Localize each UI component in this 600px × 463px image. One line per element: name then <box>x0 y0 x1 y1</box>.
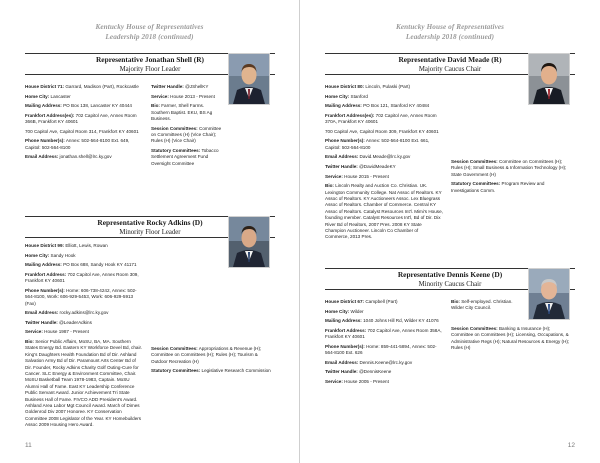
bio-column <box>451 299 523 315</box>
header-line-2: Leadership 2018 (continued) <box>405 33 495 41</box>
header-line-1: Kentucky House of Representatives <box>95 23 204 31</box>
service-row: Service: House 2013 - Present <box>151 93 215 99</box>
page-header <box>0 22 299 42</box>
district-row: House District 99: Elliott, Lewis, Rowan <box>25 243 108 248</box>
session-committees-row: Session Committees: Committee on Committees (H) (Vice Chair); Rules (H) (Vice Chair) <box>151 125 222 144</box>
contact-column <box>325 84 443 244</box>
district-row: House District 80: Lincoln, Pulaski (Part) <box>325 84 411 89</box>
email-row: Email Address: jonathan.shell@lrc.ky.gov <box>25 154 112 160</box>
service-row: Service: House 2005 - Present <box>325 378 389 384</box>
representative-name: Representative Rocky Adkins (D) <box>97 218 203 227</box>
service-row: Service: House 2015 - Present <box>325 173 389 179</box>
session-committees-row: Session Committees: Banking & Insurance (H); Committee on Committees (H); Licensing, Occupations, & Administrative Regs (H); Natural Resources & Energy (H); Rules (H) <box>451 326 570 351</box>
representative-name: Representative Jonathan Shell (R) <box>95 55 205 64</box>
bio-row: Bio: Self-employed. Christian. Wilder City Council. <box>451 299 513 311</box>
email-row: Email Address: Dennis.Keene@lrc.ky.gov <box>325 359 413 365</box>
home-city-row: Home City: Wilder <box>325 308 364 314</box>
profile-card-meade <box>325 53 575 240</box>
session-committees-row: Session Committees: Committee on Committees (H); Rules (H); Small Business & Information Technology (H); State Government (H) <box>451 159 567 177</box>
frankfort-address-row: Frankfort Address: 702 Capitol Ave, Annex Room 358A, Frankfort KY 40601 <box>325 327 442 340</box>
twitter-row: Twitter Handle: @LeaderAdkins <box>25 319 92 325</box>
home-city-row: Home City: Lancaster <box>25 93 71 99</box>
header-line-1: Kentucky House of Representatives <box>395 23 505 31</box>
capitol-address-row: 700 Capitol Ave, Capitol Room 314, Frankfort KY 40601 <box>25 128 139 134</box>
phone-row: Phone Number(s): Home: 859-441-5894, Annex: 502-564-8100 Ext. 626 <box>325 343 437 356</box>
mailing-address-row: Mailing Address: PO Box 688, Sandy Hook KY 41171 <box>25 262 137 268</box>
statutory-committees-row: Statutory Committees: Program Review and Investigations Comm. <box>451 181 545 193</box>
session-committees-row: Session Committees: Appropriations & Revenue (H); Committee on Committees (H); Rules (H); Tourism & Outdoor Recreation (H) <box>151 346 262 364</box>
capitol-address-row: 700 Capitol Ave, Capitol Room 309, Frankfort KY 40601 <box>325 128 439 134</box>
page-header <box>300 22 600 42</box>
district-row: House District 71: Garrard, Madison (Part), Rockcastle <box>25 84 139 89</box>
bio-column <box>151 84 223 170</box>
frankfort-address-row: Frankfort Address: 702 Capitol Ave, Annex Room 309, Frankfort KY 40601 <box>25 271 139 284</box>
right-page <box>300 0 600 463</box>
representative-name: Representative Dennis Keene (D) <box>397 270 503 279</box>
leadership-title: Minority Floor Leader <box>119 228 181 236</box>
contact-column <box>325 299 443 389</box>
representative-portrait <box>228 53 270 105</box>
header-line-2: Leadership 2018 (continued) <box>105 33 194 41</box>
mailing-address-row: Mailing Address: 1040 Johns Hill Rd, Wilder KY 41076 <box>325 318 439 324</box>
twitter-row: Twitter Handle: @DavidMeadeKY <box>325 163 396 169</box>
frankfort-address-row: Frankfort Address(es): 702 Capitol Ave, Annex Room 370A, Frankfort KY 40601 <box>325 112 437 125</box>
committees-column <box>451 326 573 355</box>
representative-portrait <box>528 53 570 105</box>
statutory-committees-row: Statutory Committees: Tobacco Settlement Agreement Fund Oversight Committee <box>151 148 219 166</box>
representative-name: Representative David Meade (R) <box>398 55 502 64</box>
representative-portrait <box>528 268 570 320</box>
email-link[interactable]: rocky.adkins@lrc.ky.gov <box>58 310 109 316</box>
home-city-row: Home City: Sandy Hook <box>25 252 76 258</box>
representative-portrait <box>228 216 270 268</box>
contact-column <box>25 84 143 164</box>
statutory-committees-row: Statutory Committees: Legislative Research Commission <box>151 368 271 374</box>
committees-column <box>451 159 573 197</box>
frankfort-address-row: Frankfort Address(es): 702 Capitol Ave, Annex Room 366B, Frankfort KY 40601 <box>25 112 137 125</box>
mailing-address-row: Mailing Address: PO Box 138, Lancaster KY 40444 <box>25 103 132 109</box>
email-link[interactable]: jonathan.shell@lrc.ky.gov <box>58 154 112 160</box>
contact-column <box>25 243 143 432</box>
district-row: House District 67: Campbell (Part) <box>325 299 398 304</box>
home-city-row: Home City: Stanford <box>325 93 368 99</box>
bio-row: Bio: Lincoln Realty and Auction Co. Christian. UK. Lexington Community College. Nat Assoc of Realtors. KY Assoc of Realtors. KY Auctioneers Assoc. Lex Bluegrass Assoc of Realtors. Chamber of Commerce. Central KY Assoc of Realtors. Catalyst Resources Int'l. Mimi's House, founding member. Catalyst Resources Int'l, Bd of Dir. Dix River Bd of Realtors, 2007 Pres. 2008 KY State Champion Auctioneer. Lincoln Co Chamber of Commerce, 2013 Pres. <box>325 183 443 240</box>
email-link[interactable]: Dennis.Keene@lrc.ky.gov <box>358 359 413 365</box>
twitter-row: Twitter Handle: @DennisKeene <box>325 369 392 375</box>
phone-row: Phone Number(s): Home: 606-738-4242, Annex: 502-564-8100, Work: 606-929-5453, Work: 606-929-5913 (Fax) <box>25 287 137 306</box>
email-link[interactable]: David.Meade@lrc.ky.gov <box>358 154 411 160</box>
leadership-title: Majority Caucus Chair <box>418 65 482 73</box>
email-row: Email Address: rocky.adkins@lrc.ky.gov <box>25 310 109 316</box>
page-number: 12 <box>567 442 575 449</box>
committees-column <box>151 346 273 378</box>
phone-row: Phone Number(s): Annex: 502-564-8100 Ext. 661, Capitol: 502-564-8100 <box>325 138 430 150</box>
mailing-address-row: Mailing Address: PO Box 121, Stanford KY 40484 <box>325 103 430 109</box>
profile-card-adkins <box>25 216 275 431</box>
bio-row: Bio: Farmer, Shell Farms. Southern Baptist. EKU, BS Ag Business. <box>151 103 213 121</box>
profile-card-keene <box>325 268 575 418</box>
phone-row: Phone Number(s): Annex: 502-564-8100 Ext. 649, Capitol: 502-564-8100 <box>25 138 130 150</box>
twitter-row: Twitter Handle: @JShellKY <box>151 84 209 89</box>
profile-card-shell <box>25 53 275 203</box>
leadership-title: Minority Caucus Chair <box>418 280 482 288</box>
page-number: 11 <box>25 442 32 449</box>
email-row: Email Address: David.Meade@lrc.ky.gov <box>325 154 411 160</box>
leadership-title: Majority Floor Leader <box>119 65 181 73</box>
service-row: Service: House 1987 - Present <box>25 329 89 335</box>
bio-row: Bio: Senior Public Affairs, MoSU, BA, MA. Southern States Energy Bd. Eastern KY Workforce Devel Bd, chair. King's Daughters Health Foundation Bd of Dir. Ashland Salvation Army Bd of Dir. Paramount Arts Center Bd of Dir. Founder, Rocky Adkins Charity Golf Outing-Cure for Cancer. SLC Energy & Environment Committee, Chair. MoSU Basketball Team 1978-1983, Captain. MoSU Alumni Hall of Fame. East KY Leadership Conference Public Servant Award. Junior Achievement Tri State Business Hall of Fame. FIVCO ADD President's Award. Ashland Area Labor Mgt Council Award. March of Dimes Goldenrod Div 2007 Honoree. KY Conservation Committee 2008 Legislator of the Year. KY Homebuilders Assoc 2009 Housing Hero Award. <box>25 338 143 428</box>
